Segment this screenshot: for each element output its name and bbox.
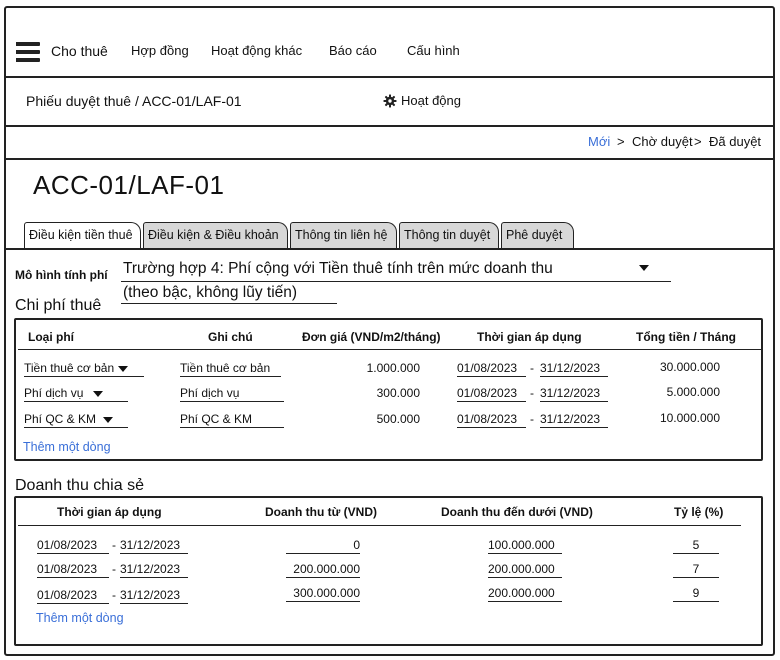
status-step-approved[interactable]: Đã duyệt [709, 134, 762, 149]
fee-model-value: Trường hợp 4: Phí cộng với Tiền thuê tính trên mức doanh thu [123, 260, 553, 277]
tab-approval[interactable]: Phê duyệt [501, 222, 574, 248]
revenue-from-field[interactable]: 300.000.000 [286, 586, 360, 602]
unit-price-field[interactable]: 300.000 [376, 386, 420, 400]
nav-item-other-activities[interactable]: Hoạt động khác [211, 43, 303, 58]
divider [5, 76, 774, 78]
monthly-total: 30.000.000 [659, 360, 720, 374]
unit-price-field[interactable]: 500.000 [376, 412, 420, 426]
fee-type-value: Phí QC & KM [24, 412, 97, 426]
page-title: ACC-01/LAF-01 [33, 170, 225, 200]
header-underline [18, 349, 762, 350]
fee-model-value-line2: (theo bậc, không lũy tiến) [123, 284, 298, 301]
fee-type-value: Tiền thuê cơ bản [24, 361, 115, 375]
rent-costs-title: Chi phí thuê [15, 297, 102, 314]
underline [121, 281, 671, 282]
rate-field[interactable]: 9 [673, 586, 719, 602]
status-separator: > [694, 134, 702, 149]
chevron-down-icon [103, 417, 113, 423]
rate-field[interactable]: 7 [673, 562, 719, 578]
gear-icon [383, 94, 397, 108]
activity-label: Hoạt động [401, 93, 461, 108]
status-step-new[interactable]: Mới [588, 134, 611, 149]
chevron-down-icon [93, 391, 103, 397]
start-date-field[interactable]: 01/08/2023 [457, 361, 526, 377]
fee-type-value: Phí dịch vụ [24, 386, 84, 400]
date-separator: - [112, 562, 116, 576]
header-underline [18, 525, 741, 526]
divider [5, 158, 774, 160]
column-header: Thời gian áp dụng [57, 505, 162, 519]
add-row-link[interactable]: Thêm một dòng [23, 440, 111, 454]
note-field[interactable]: Phí QC & KM [180, 412, 284, 428]
column-header: Tổng tiền / Tháng [636, 330, 736, 344]
fee-type-select[interactable] [24, 386, 128, 402]
end-date-field[interactable]: 31/12/2023 [120, 588, 188, 604]
revenue-to-field[interactable]: 200.000.000 [488, 562, 562, 578]
start-date-field[interactable]: 01/08/2023 [37, 538, 109, 554]
activity-button[interactable] [383, 93, 461, 108]
revenue-to-field[interactable]: 100.000.000 [488, 538, 562, 554]
nav-item-reports[interactable]: Báo cáo [329, 43, 377, 58]
note-field[interactable]: Tiền thuê cơ bản [180, 361, 281, 377]
column-header: Doanh thu đến dưới (VND) [441, 505, 593, 519]
chevron-down-icon[interactable] [639, 265, 649, 271]
end-date-field[interactable]: 31/12/2023 [540, 412, 608, 428]
tab-contact-info[interactable]: Thông tin liên hệ [290, 222, 397, 248]
underline [121, 303, 337, 304]
end-date-field[interactable]: 31/12/2023 [120, 562, 188, 578]
revenue-from-field[interactable]: 0 [286, 538, 360, 554]
start-date-field[interactable]: 01/08/2023 [37, 562, 109, 578]
column-header: Ghi chú [208, 330, 253, 344]
end-date-field[interactable]: 31/12/2023 [120, 538, 188, 554]
fee-type-select[interactable] [24, 361, 144, 377]
nav-item-settings[interactable]: Cấu hình [407, 43, 460, 58]
date-separator: - [112, 588, 116, 602]
date-separator: - [530, 386, 534, 400]
start-date-field[interactable]: 01/08/2023 [457, 412, 526, 428]
chevron-down-icon [118, 366, 128, 372]
tab-terms-conditions[interactable]: Điều kiện & Điều khoản [143, 222, 288, 248]
add-row-link[interactable]: Thêm một dòng [36, 611, 124, 625]
revenue-to-field[interactable]: 200.000.000 [488, 586, 562, 602]
hamburger-menu-icon[interactable] [16, 42, 40, 62]
status-separator: > [617, 134, 625, 149]
column-header: Thời gian áp dụng [477, 330, 582, 344]
column-header: Loại phí [28, 330, 74, 344]
unit-price-field[interactable]: 1.000.000 [366, 361, 420, 375]
nav-item-contracts[interactable]: Hợp đồng [131, 43, 189, 58]
start-date-field[interactable]: 01/08/2023 [37, 588, 109, 604]
column-header: Tỷ lệ (%) [674, 505, 724, 519]
column-header: Đơn giá (VND/m2/tháng) [302, 330, 441, 344]
tab-approval-info[interactable]: Thông tin duyệt [399, 222, 499, 248]
rate-field[interactable]: 5 [673, 538, 719, 554]
breadcrumb: Phiếu duyệt thuê / ACC-01/LAF-01 [26, 93, 242, 109]
fee-type-select[interactable] [24, 412, 128, 428]
fee-model-label: Mô hình tính phí [15, 268, 108, 282]
tab-rent-conditions[interactable]: Điều kiện tiền thuê [24, 222, 141, 250]
date-separator: - [530, 361, 534, 375]
revenue-share-title: Doanh thu chia sẻ [15, 477, 144, 494]
monthly-total: 5.000.000 [666, 385, 720, 399]
end-date-field[interactable]: 31/12/2023 [540, 386, 608, 402]
fee-model-select[interactable] [123, 260, 553, 278]
start-date-field[interactable]: 01/08/2023 [457, 386, 526, 402]
divider [5, 125, 774, 127]
date-separator: - [112, 538, 116, 552]
note-field[interactable]: Phí dịch vụ [180, 386, 284, 402]
column-header: Doanh thu từ (VND) [265, 505, 378, 519]
end-date-field[interactable]: 31/12/2023 [540, 361, 608, 377]
monthly-total: 10.000.000 [659, 411, 720, 425]
revenue-from-field[interactable]: 200.000.000 [286, 562, 360, 578]
tabs-baseline [5, 248, 774, 250]
status-step-pending[interactable]: Chờ duyệt [632, 134, 693, 149]
date-separator: - [530, 412, 534, 426]
nav-brand[interactable]: Cho thuê [51, 43, 108, 59]
